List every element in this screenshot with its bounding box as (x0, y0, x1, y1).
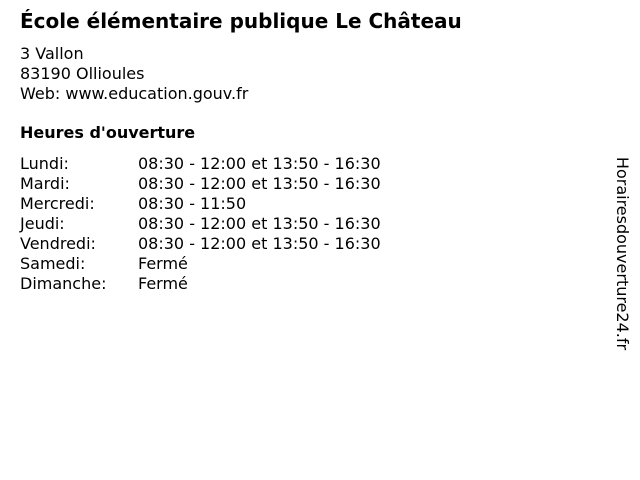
address-city: 83190 Ollioules (20, 64, 145, 83)
day-label: Mercredi: (20, 194, 95, 213)
hours-heading: Heures d'ouverture (20, 123, 196, 142)
brand-text: Horairesdouverture24.fr (613, 156, 633, 350)
day-label: Vendredi: (20, 234, 96, 253)
hours-row-sunday (20, 274, 381, 294)
day-label: Samedi: (20, 254, 86, 273)
time-value: 08:30 - 12:00 et 13:50 - 16:30 (138, 234, 381, 253)
time-value: 08:30 - 12:00 et 13:50 - 16:30 (138, 214, 381, 233)
time-value: Fermé (138, 274, 188, 293)
day-label: Mardi: (20, 174, 70, 193)
hours-row-monday (20, 154, 381, 174)
address-street: 3 Vallon (20, 44, 84, 63)
hours-row-saturday (20, 254, 381, 274)
hours-row-wednesday (20, 194, 381, 214)
time-value: 08:30 - 12:00 et 13:50 - 16:30 (138, 174, 381, 193)
time-value: Fermé (138, 254, 188, 273)
address-web: Web: www.education.gouv.fr (20, 84, 249, 103)
time-value: 08:30 - 11:50 (138, 194, 247, 213)
hours-table (20, 154, 381, 294)
brand-watermark (611, 135, 635, 371)
page-title: École élémentaire publique Le Château (20, 9, 462, 33)
address-block (20, 44, 248, 104)
day-label: Dimanche: (20, 274, 107, 293)
day-label: Lundi: (20, 154, 69, 173)
hours-row-thursday (20, 214, 381, 234)
time-value: 08:30 - 12:00 et 13:50 - 16:30 (138, 154, 381, 173)
hours-row-friday (20, 234, 381, 254)
day-label: Jeudi: (20, 214, 65, 233)
hours-row-tuesday (20, 174, 381, 194)
